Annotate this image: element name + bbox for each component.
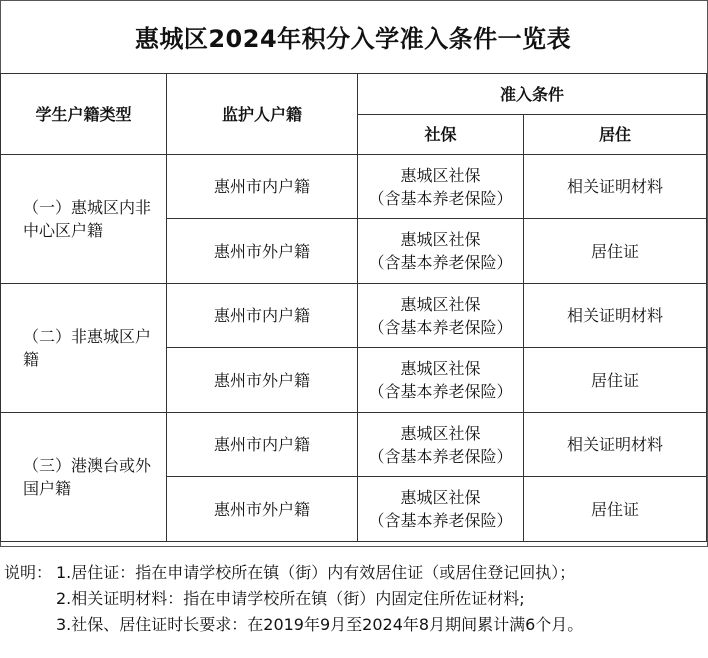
notes [4,560,583,638]
table-row [1,155,707,219]
social-line: 惠城区社保 [400,294,481,314]
student-type-cell: （三）港澳台或外国户籍 [1,413,167,542]
social-line: 惠城区社保 [400,359,481,378]
note-item: 1.居住证：指在申请学校所在镇（街）内有效居住证（或居住登记回执）； [56,563,576,582]
social-note: （含基本养老保险） [368,511,513,530]
header-student-type: 学生户籍类型 [1,74,167,155]
social-cell [358,219,524,284]
social-line: 惠城区社保 [400,165,481,185]
social-cell [358,413,524,477]
student-type-cell: （一）惠城区内非中心区户籍 [1,155,167,284]
social-note: （含基本养老保险） [368,317,513,337]
social-cell [358,477,524,542]
social-line: 惠城区社保 [400,488,481,507]
social-line: 惠城区社保 [400,230,481,249]
guardian-cell: 惠州市外户籍 [167,477,358,542]
social-cell [358,284,524,348]
table-row [1,413,707,477]
header-guardian: 监护人户籍 [167,74,358,155]
residence-cell: 居住证 [524,477,707,542]
conditions-table [0,73,707,542]
header-social: 社保 [358,115,524,155]
header-conditions: 准入条件 [358,74,707,115]
social-note: （含基本养老保险） [368,253,513,272]
guardian-cell: 惠州市外户籍 [167,348,358,413]
table-row [1,284,707,348]
social-note: （含基本养老保险） [368,446,513,466]
residence-cell: 居住证 [524,348,707,413]
social-note: （含基本养老保险） [368,382,513,401]
note-item: 2.相关证明材料：指在申请学校所在镇（街）内固定住所佐证材料; [56,589,525,608]
residence-cell: 居住证 [524,219,707,284]
guardian-cell: 惠州市内户籍 [167,284,358,348]
note-prefix: 说明： [4,563,53,582]
social-cell [358,155,524,219]
note-line [4,560,583,586]
note-line [4,612,583,638]
note-line [4,586,583,612]
guardian-cell: 惠州市外户籍 [167,219,358,284]
residence-cell: 相关证明材料 [524,155,707,219]
guardian-cell: 惠州市内户籍 [167,413,358,477]
guardian-cell: 惠州市内户籍 [167,155,358,219]
residence-cell: 相关证明材料 [524,284,707,348]
student-type-cell: （二）非惠城区户籍 [1,284,167,413]
note-item: 3.社保、居住证时长要求：在2019年9月至2024年8月期间累计满6个月。 [56,615,584,634]
residence-cell: 相关证明材料 [524,413,707,477]
header-residence: 居住 [524,115,707,155]
social-note: （含基本养老保险） [368,188,513,208]
page-title: 惠城区2024年积分入学准入条件一览表 [134,24,572,53]
social-line: 惠城区社保 [400,423,481,443]
social-cell [358,348,524,413]
